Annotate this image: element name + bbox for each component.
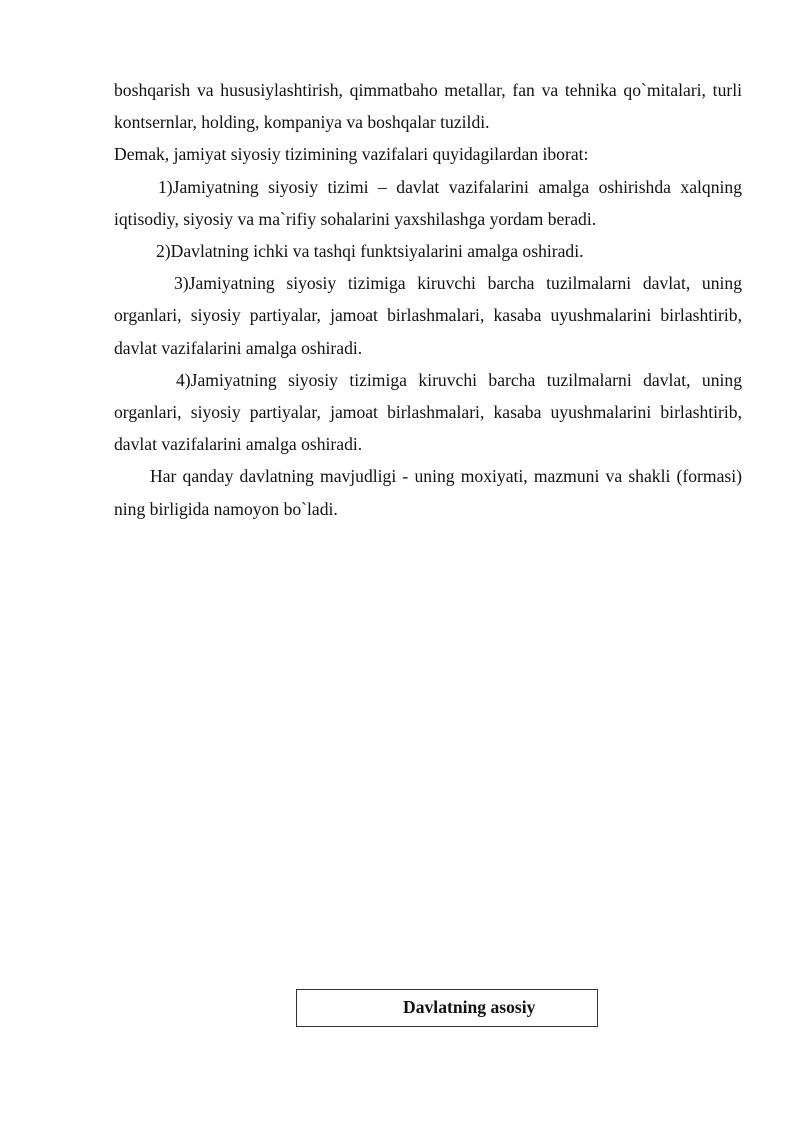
diagram-box-label: Davlatning asosiy (403, 997, 536, 1017)
paragraph-item-1: 1)Jamiyatning siyosiy tizimi – davlat vazifalarini amalga oshirishda xalqning iqtisodiy, siyosiy va ma`rifiy sohalarini yaxshilashga yordam beradi. (114, 176, 742, 229)
paragraph-continuation: boshqarish va hususiylashtirish, qimmatbaho metallar, fan va tehnika qo`mitalari, turli kontsernlar, holding, kompaniya va boshqalar tuzildi. (114, 80, 742, 133)
diagram-box (296, 989, 598, 1027)
paragraph-conclusion: Har qanday davlatning mavjudligi - uning moxiyati, mazmuni va shakli (formasi) ning birligida namoyon bo`ladi. (114, 466, 742, 519)
paragraph-intro: Demak, jamiyat siyosiy tizimining vazifalari quyidagilardan iborat: (114, 144, 589, 165)
paragraph-item-3: 3)Jamiyatning siyosiy tizimiga kiruvchi barcha tuzilmalarni davlat, uning organlari, siyosiy partiyalar, jamoat birlashmalari, kasaba uyushmalarini birlashtirib, davlat vazifalarini amalga oshiradi. (114, 273, 742, 358)
body-text (114, 74, 742, 525)
paragraph-item-4: 4)Jamiyatning siyosiy tizimiga kiruvchi barcha tuzilmalarni davlat, uning organlari, siyosiy partiyalar, jamoat birlashmalari, kasaba uyushmalarini birlashtirib, davlat vazifalarini amalga oshiradi. (114, 369, 742, 455)
paragraph-item-2: 2)Davlatning ichki va tashqi funktsiyalarini amalga oshiradi. (156, 241, 584, 262)
